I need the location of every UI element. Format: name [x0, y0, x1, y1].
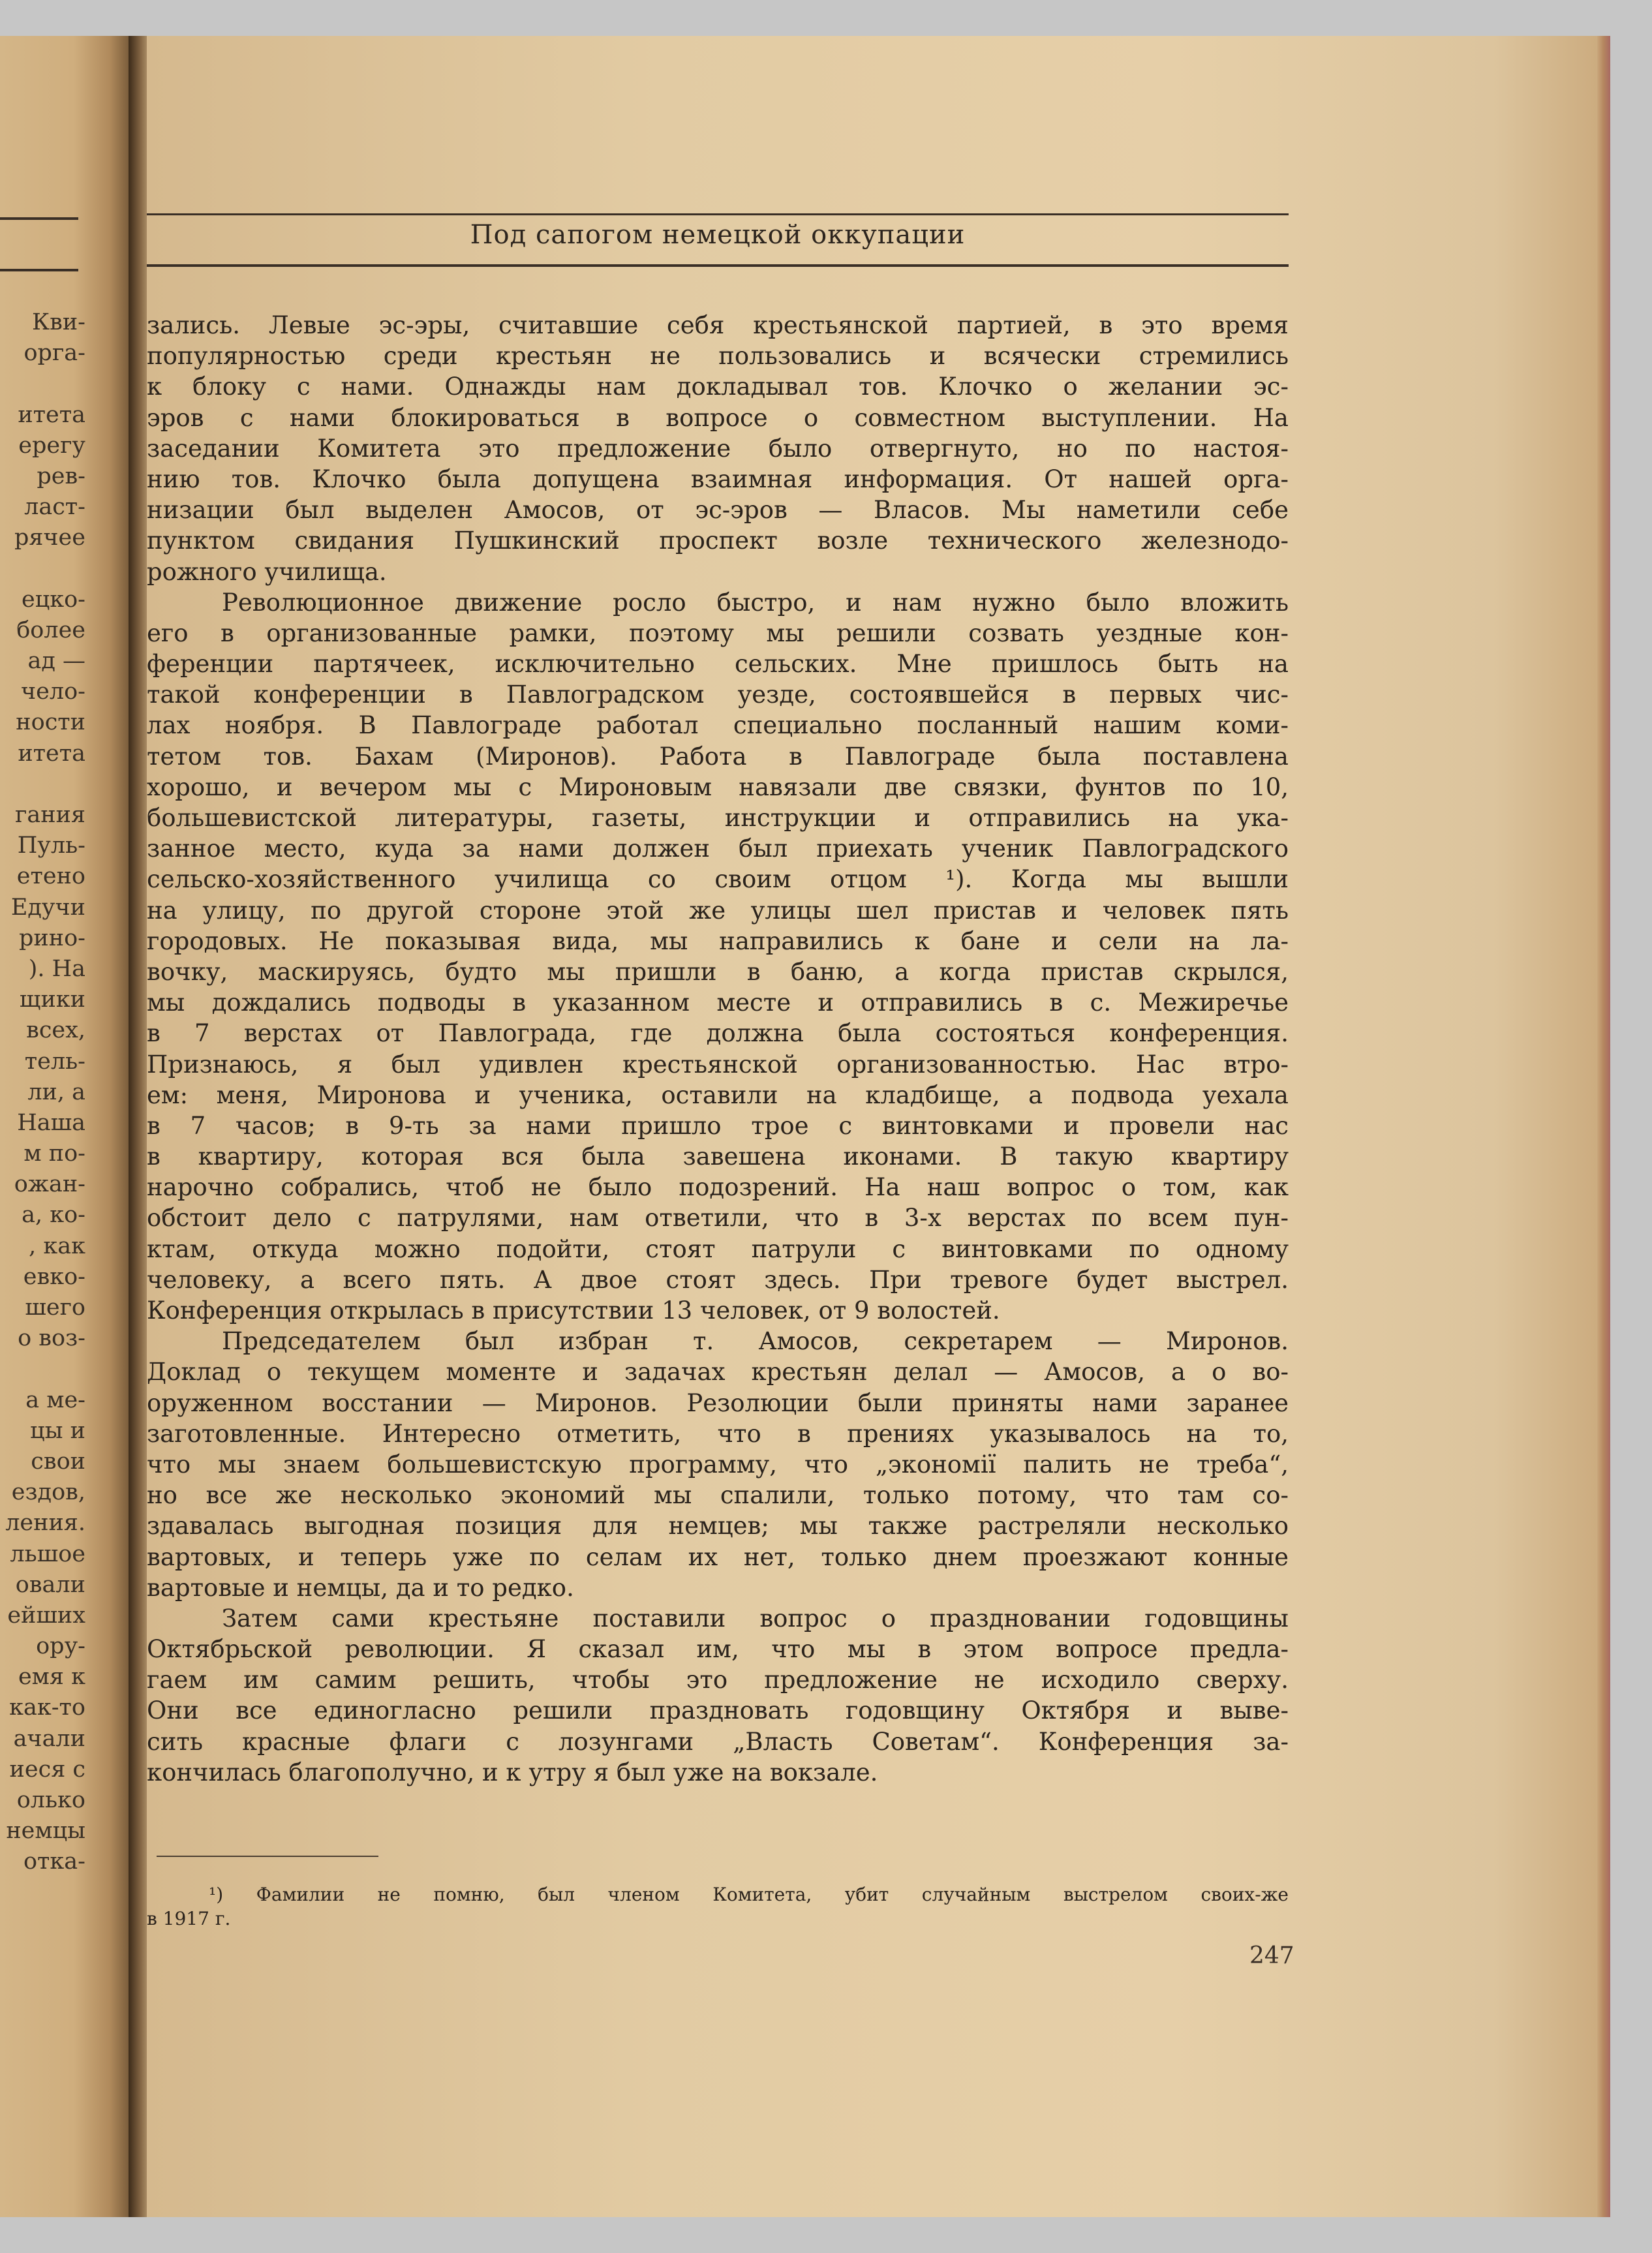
previous-page-fragment: ездов,	[11, 1479, 85, 1506]
text-line: в 7 часов; в 9-ть за нами пришло трое с винтовками и провели нас	[147, 1111, 1289, 1140]
text-line: Октябрьской революции. Я сказал им, что мы в этом вопросе предла-	[147, 1635, 1289, 1664]
text-line: сить красные флаги с лозунгами „Власть Советам“. Конференция за-	[147, 1727, 1289, 1756]
previous-page-fragment: тель-	[24, 1048, 85, 1075]
previous-page-fragment: льшое	[10, 1540, 85, 1567]
previous-page-fragment: Едучи	[10, 894, 85, 921]
text-line: Они все единогласно решили праздновать годовщину Октября и выве-	[147, 1696, 1289, 1725]
footnote-line: ¹) Фамилии не помню, был членом Комитета, убит случайным выстрелом своих-же	[209, 1884, 1289, 1905]
text-line: обстоит дело с патрулями, нам ответили, что в 3-х верстах по всем пун-	[147, 1204, 1289, 1233]
previous-page-fragment: итета	[18, 401, 85, 428]
text-line: нарочно собрались, чтоб не было подозрений. На наш вопрос о том, как	[147, 1173, 1289, 1202]
previous-page-fragment: гания	[15, 802, 85, 828]
previous-page-text	[0, 307, 85, 1878]
previous-page-fragment: шего	[25, 1295, 85, 1321]
previous-page-fragment: Кви-	[32, 309, 85, 335]
previous-page-fragment: ору-	[36, 1633, 85, 1660]
footnote	[147, 1882, 1289, 1931]
footnote-rule	[157, 1856, 378, 1857]
text-line: на улицу, по другой стороне этой же улицы шел пристав и человек пять	[147, 896, 1289, 925]
previous-page-fragment: ласт-	[24, 494, 85, 521]
body-text	[147, 310, 1289, 1788]
text-line: вочку, маскируясь, будто мы пришли в баню, а когда пристав скрылся,	[147, 957, 1289, 986]
previous-page-fragment: овали	[15, 1571, 85, 1598]
header-rule-bottom	[147, 264, 1289, 267]
book-page	[147, 36, 1610, 2217]
text-line: ференции партячеек, исключительно сельских. Мне пришлось быть на	[147, 650, 1289, 679]
text-line: человеку, а всего пять. А двое стоят здесь. При тревоге будет выстрел.	[147, 1265, 1289, 1294]
previous-page-fragment: чело-	[21, 679, 85, 705]
previous-page-fragment: орга-	[23, 340, 85, 367]
previous-page-fragment: олько	[16, 1787, 85, 1813]
text-line: такой конференции в Павлоградском уезде, состоявшейся в первых чис-	[147, 681, 1289, 709]
previous-page-fragment: м по-	[23, 1141, 85, 1167]
running-head: Под сапогом немецкой оккупации	[470, 220, 966, 250]
previous-page-fragment: ачали	[13, 1725, 85, 1752]
previous-page-fragment: а ме-	[25, 1387, 85, 1413]
text-line: заседании Комитета это предложение было отвергнуто, но по настоя-	[147, 434, 1289, 463]
previous-page-fragment: итета	[18, 740, 85, 767]
previous-page-fragment: ожан-	[14, 1171, 85, 1198]
text-line: мы дождались подводы в указанном месте и отправились в с. Межиречье	[147, 989, 1289, 1017]
text-line: хорошо, и вечером мы с Мироновым навязали две связки, фунтов по 10,	[147, 773, 1289, 801]
text-line: лах ноября. В Павлограде работал специально посланный нашим коми-	[147, 711, 1289, 740]
text-line: сельско-хозяйственного училища со своим отцом ¹). Когда мы вышли	[147, 865, 1289, 894]
text-line: заготовленные. Интересно отметить, что в прениях указывалось на то,	[147, 1419, 1289, 1448]
previous-page-fragment	[0, 1354, 85, 1385]
previous-page-fragment: рев-	[37, 463, 85, 489]
text-line: гаем им самим решить, чтобы это предложение не исходило сверху.	[147, 1666, 1289, 1694]
previous-page-fragment: свои	[31, 1448, 85, 1475]
previous-page-fragment: ли, а	[27, 1079, 85, 1105]
previous-page-fragment: Пуль-	[17, 833, 85, 859]
previous-page-fragment: рино-	[19, 925, 85, 951]
text-line: городовых. Не показывая вида, мы направились к бане и сели на ла-	[147, 927, 1289, 955]
previous-page-fragment: ецко-	[22, 586, 85, 613]
previous-page-fragment: щики	[19, 987, 85, 1013]
text-line: его в организованные рамки, поэтому мы решили созвать уездные кон-	[147, 619, 1289, 647]
text-line: здавалась выгодная позиция для немцев; мы также растреляли несколько	[147, 1512, 1289, 1540]
page-number: 247	[1249, 1942, 1294, 1969]
previous-page-fragment: а, ко-	[22, 1202, 85, 1229]
text-line: тетом тов. Бахам (Миронов). Работа в Павлограде была поставлена	[147, 742, 1289, 771]
previous-page-fragment: евко-	[23, 1263, 85, 1290]
text-line: зались. Левые эс-эры, считавшие себя крестьянской партией, в это время	[147, 311, 1289, 339]
text-line: Затем сами крестьяне поставили вопрос о праздновании годовщины	[222, 1604, 1289, 1632]
previous-page-fragment	[0, 369, 85, 399]
text-line: Конференция открылась в присутствии 13 человек, от 9 волостей.	[147, 1296, 1000, 1325]
text-line: большевистской литературы, газеты, инструкции и отправились на ука-	[147, 804, 1289, 832]
book-scan	[0, 36, 1610, 2217]
text-line: пунктом свидания Пушкинский проспект возле технического железнодо-	[147, 527, 1289, 555]
header-rule-top	[147, 213, 1289, 215]
previous-page-fragment	[0, 554, 85, 585]
previous-page-rule	[0, 269, 78, 271]
previous-page-fragment: отка-	[23, 1848, 85, 1875]
text-line: эров с нами блокироваться в вопросе о совместном выступлении. На	[147, 403, 1289, 432]
text-line: Революционное движение росло быстро, и нам нужно было вложить	[222, 588, 1289, 617]
previous-page-fragment: Наша	[17, 1109, 85, 1136]
text-line: рожного училища.	[147, 557, 387, 586]
page-edge	[1597, 36, 1610, 2217]
previous-page-fragment: иеся с	[9, 1756, 85, 1783]
previous-page-fragment: ерегу	[18, 432, 85, 459]
previous-page-fragment: цы и	[30, 1417, 85, 1444]
previous-page-fragment: етено	[16, 863, 85, 890]
text-line: вартовых, и теперь уже по селам их нет, только днем проезжают конные	[147, 1542, 1289, 1571]
text-line: оруженном восстании — Миронов. Резолюции были приняты нами заранее	[147, 1388, 1289, 1417]
text-line: ктам, откуда можно подойти, стоят патрули с винтовками по одному	[147, 1234, 1289, 1263]
previous-page-fragment: рячее	[14, 525, 85, 551]
text-line: Признаюсь, я был удивлен крестьянской организованностью. Нас втро-	[147, 1050, 1289, 1079]
previous-page-fragment: , как	[29, 1233, 85, 1259]
text-line: ем: меня, Миронова и ученика, оставили на кладбище, а подвода уехала	[147, 1081, 1289, 1109]
text-line: низации был выделен Амосов, от эс-эров — Власов. Мы наметили себе	[147, 496, 1289, 525]
previous-page-fragment: ). На	[28, 955, 85, 982]
previous-page-fragment: немцы	[6, 1818, 85, 1845]
text-line: в квартиру, которая вся была завешена иконами. В такую квартиру	[147, 1142, 1289, 1171]
previous-page-fragment: ейших	[7, 1602, 85, 1629]
previous-page-fragment: ления.	[5, 1510, 85, 1537]
text-line: популярностью среди крестьян не пользовались и всячески стремились	[147, 342, 1289, 371]
text-line: вартовые и немцы, да и то редко.	[147, 1573, 574, 1602]
text-line: к блоку с нами. Однажды нам докладывал тов. Клочко о желании эс-	[147, 373, 1289, 401]
previous-page-fragment	[0, 769, 85, 800]
previous-page-edge	[0, 36, 134, 2217]
previous-page-fragment: ности	[16, 709, 85, 736]
text-line: что мы знаем большевистскую программу, что „экономії палить не треба“,	[147, 1450, 1289, 1479]
text-line: но все же несколько экономий мы спалили, только потому, что там со-	[147, 1481, 1289, 1510]
previous-page-fragment: более	[16, 617, 85, 643]
text-line: Председателем был избран т. Амосов, секретарем — Миронов.	[222, 1327, 1289, 1356]
footnote-line: в 1917 г.	[147, 1908, 231, 1929]
text-line: нию тов. Клочко была допущена взаимная информация. От нашей орга-	[147, 465, 1289, 493]
text-line: занное место, куда за нами должен был приехать ученик Павлоградского	[147, 835, 1289, 863]
previous-page-fragment: как-то	[9, 1694, 85, 1721]
previous-page-rule	[0, 217, 78, 220]
previous-page-fragment: всех,	[26, 1017, 85, 1044]
previous-page-fragment: емя к	[18, 1664, 85, 1691]
text-line: в 7 верстах от Павлограда, где должна была состояться конференция.	[147, 1019, 1289, 1048]
text-line: Доклад о текущем моменте и задачах крестьян делал — Амосов, а о во-	[147, 1358, 1289, 1387]
text-line: кончилась благополучно, и к утру я был уже на вокзале.	[147, 1758, 878, 1786]
previous-page-fragment: о воз-	[18, 1325, 85, 1352]
previous-page-fragment: ад —	[27, 648, 85, 675]
